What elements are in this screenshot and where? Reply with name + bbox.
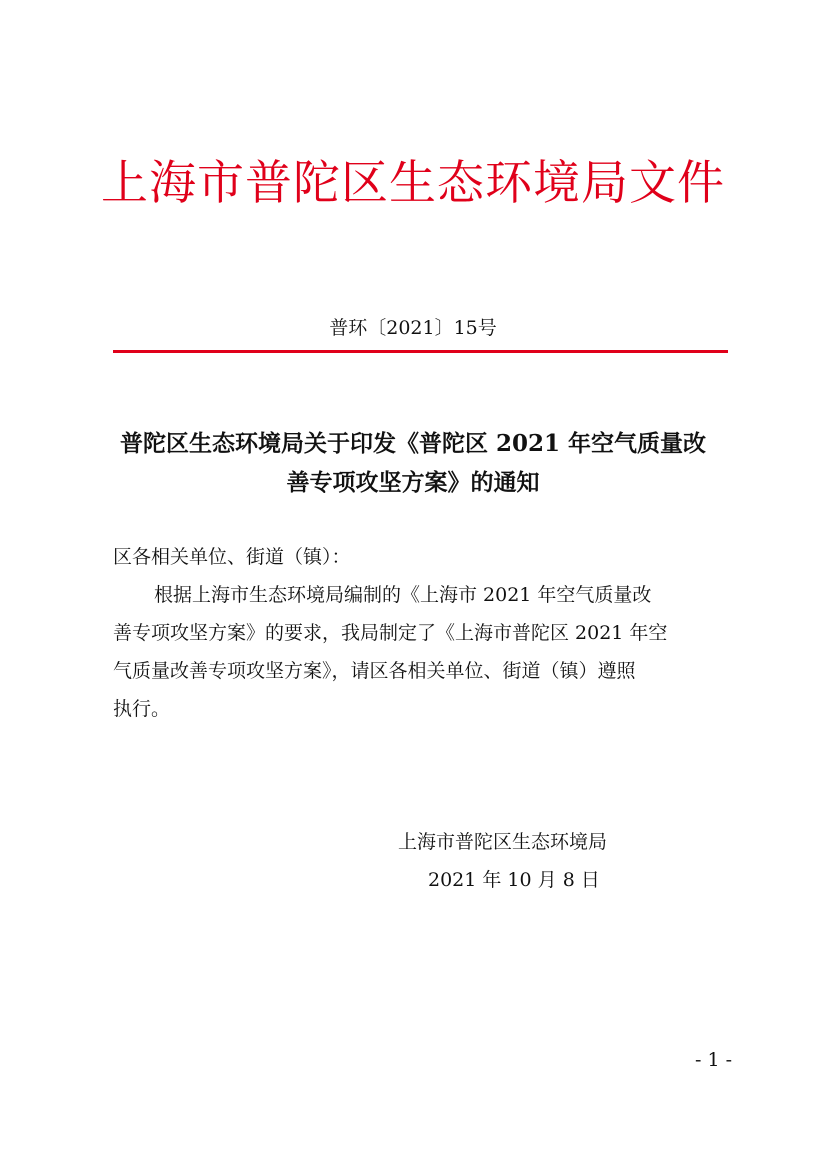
- salutation: 区各相关单位、街道（镇）：: [113, 546, 351, 568]
- notice-title-line-2: 善专项攻坚方案》的通知: [286, 469, 540, 496]
- notice-title: [100, 424, 726, 502]
- document-number: 普环〔2021〕15号: [329, 317, 497, 339]
- paragraph-line: 根据上海市生态环境局编制的《上海市 2021 年空气质量改: [154, 584, 652, 606]
- paragraph-line: 气质量改善专项攻坚方案》，请区各相关单位、街道（镇）遵照: [113, 660, 636, 682]
- red-divider-line: [113, 350, 728, 353]
- notice-title-line-1: 普陀区生态环境局关于印发《普陀区 2021 年空气质量改: [119, 430, 707, 457]
- paragraph-line: 善专项攻坚方案》的要求，我局制定了《上海市普陀区 2021 年空: [113, 622, 668, 644]
- signature-block: [388, 823, 658, 899]
- signature-organization: 上海市普陀区生态环境局: [398, 831, 608, 853]
- page-number: - 1 -: [694, 1049, 732, 1071]
- notice-body: [113, 538, 729, 728]
- signature-date: 2021 年 10 月 8 日: [428, 869, 600, 891]
- paragraph-line: 执行。: [113, 698, 171, 720]
- document-masthead: 上海市普陀区生态环境局文件: [101, 156, 725, 211]
